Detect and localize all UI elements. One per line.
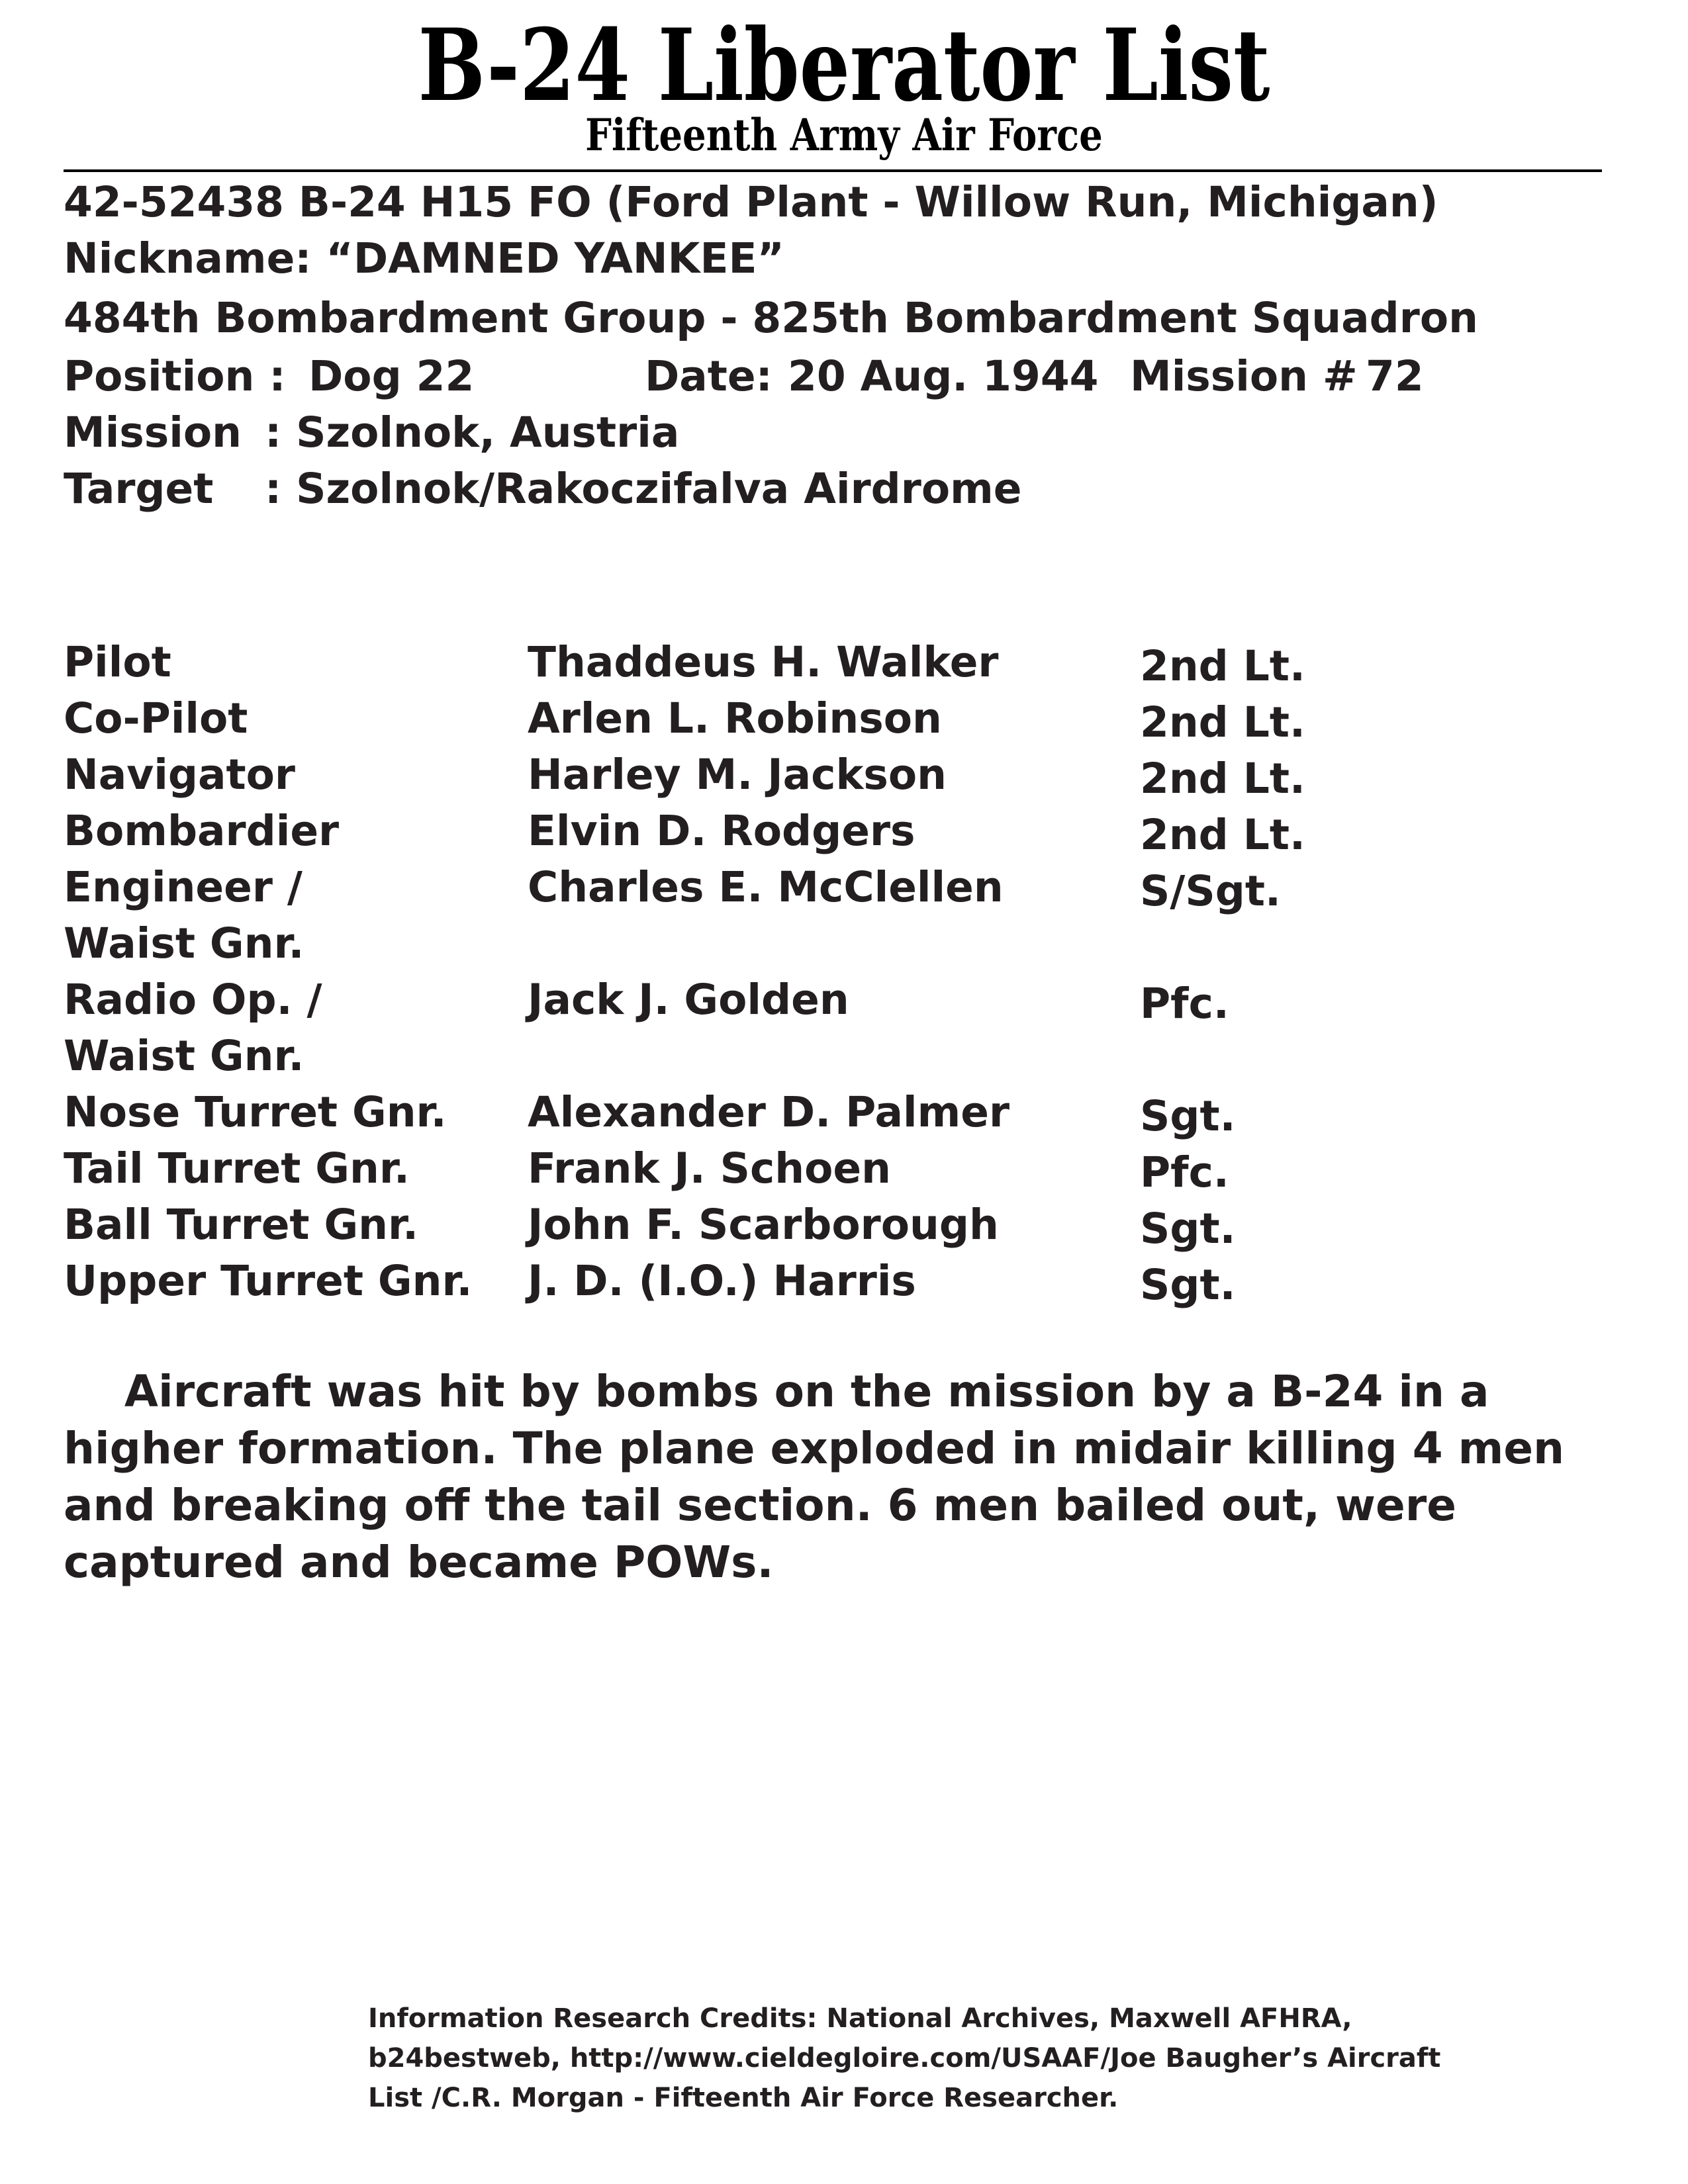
crew-name: Thaddeus H. Walker (528, 638, 999, 686)
target-label: Target (64, 465, 214, 513)
crew-rank: 2nd Lt. (1140, 698, 1305, 747)
crew-role: Nose Turret Gnr. (64, 1088, 447, 1136)
unit-line: 484th Bombardment Group - 825th Bombardment Squadron (64, 294, 1478, 342)
crew-rank: Pfc. (1140, 979, 1229, 1028)
crew-name: Arlen L. Robinson (528, 694, 942, 743)
crew-name: Harley M. Jackson (528, 751, 947, 799)
crew-name: Charles E. McClellen (528, 863, 1004, 911)
date-value: 20 Aug. 1944 (788, 352, 1099, 400)
header-rule (64, 169, 1602, 172)
narrative-text: Aircraft was hit by bombs on the mission by a B-24 in a higher formation. The plane exploded in midair killing 4 men and breaking off the tail section. 6 men bailed out, were captured and became POWs. (64, 1366, 1565, 1588)
crew-rank: Pfc. (1140, 1148, 1229, 1197)
crew-role: Ball Turret Gnr. (64, 1201, 419, 1249)
crew-role-continued: Waist Gnr. (64, 919, 305, 968)
research-credits: Information Research Credits: National Archives, Maxwell AFHRA, b24bestweb, http://www.cieldegloire.com/USAAF/Joe Baugher’s Aircraft List /C.R. Morgan - Fifteenth Air Force Researcher. (368, 2003, 1441, 2113)
mission-number-value: 72 (1366, 352, 1424, 400)
crew-role: Engineer / (64, 863, 303, 911)
crew-role: Radio Op. / (64, 976, 322, 1024)
crew-role: Co-Pilot (64, 694, 248, 743)
crew-name: John F. Scarborough (528, 1201, 999, 1249)
crew-rank: 2nd Lt. (1140, 811, 1305, 859)
page-subtitle: Fifteenth Army Air Force (585, 109, 1103, 161)
crew-role: Navigator (64, 751, 295, 799)
narrative-paragraph (64, 1363, 1606, 1591)
crew-name: J. D. (I.O.) Harris (528, 1257, 916, 1305)
nickname-line: Nickname: “DAMNED YANKEE” (64, 234, 784, 283)
crew-role: Tail Turret Gnr. (64, 1144, 410, 1193)
mission-label: Mission (64, 408, 242, 457)
crew-role: Bombardier (64, 807, 340, 855)
mission-value: : Szolnok, Austria (265, 408, 680, 457)
crew-rank: S/Sgt. (1140, 867, 1281, 915)
position-value: Dog 22 (308, 352, 475, 400)
crew-rank: Sgt. (1140, 1205, 1236, 1253)
date-label: Date: (645, 352, 773, 400)
serial-line: 42-52438 B-24 H15 FO (Ford Plant - Willow Run, Michigan) (64, 178, 1438, 226)
crew-role: Upper Turret Gnr. (64, 1257, 473, 1305)
crew-role-continued: Waist Gnr. (64, 1032, 305, 1080)
crew-name: Elvin D. Rodgers (528, 807, 915, 855)
target-value: : Szolnok/Rakoczifalva Airdrome (265, 465, 1022, 513)
position-label: Position : (64, 352, 286, 400)
crew-name: Alexander D. Palmer (528, 1088, 1010, 1136)
page-title: B-24 Liberator List (418, 7, 1270, 124)
crew-rank: 2nd Lt. (1140, 754, 1305, 803)
crew-rank: Sgt. (1140, 1092, 1236, 1140)
crew-name: Jack J. Golden (528, 976, 849, 1024)
crew-rank: Sgt. (1140, 1261, 1236, 1309)
crew-role: Pilot (64, 638, 171, 686)
crew-rank: 2nd Lt. (1140, 642, 1305, 690)
mission-number-label: Mission # (1130, 352, 1358, 400)
crew-name: Frank J. Schoen (528, 1144, 892, 1193)
